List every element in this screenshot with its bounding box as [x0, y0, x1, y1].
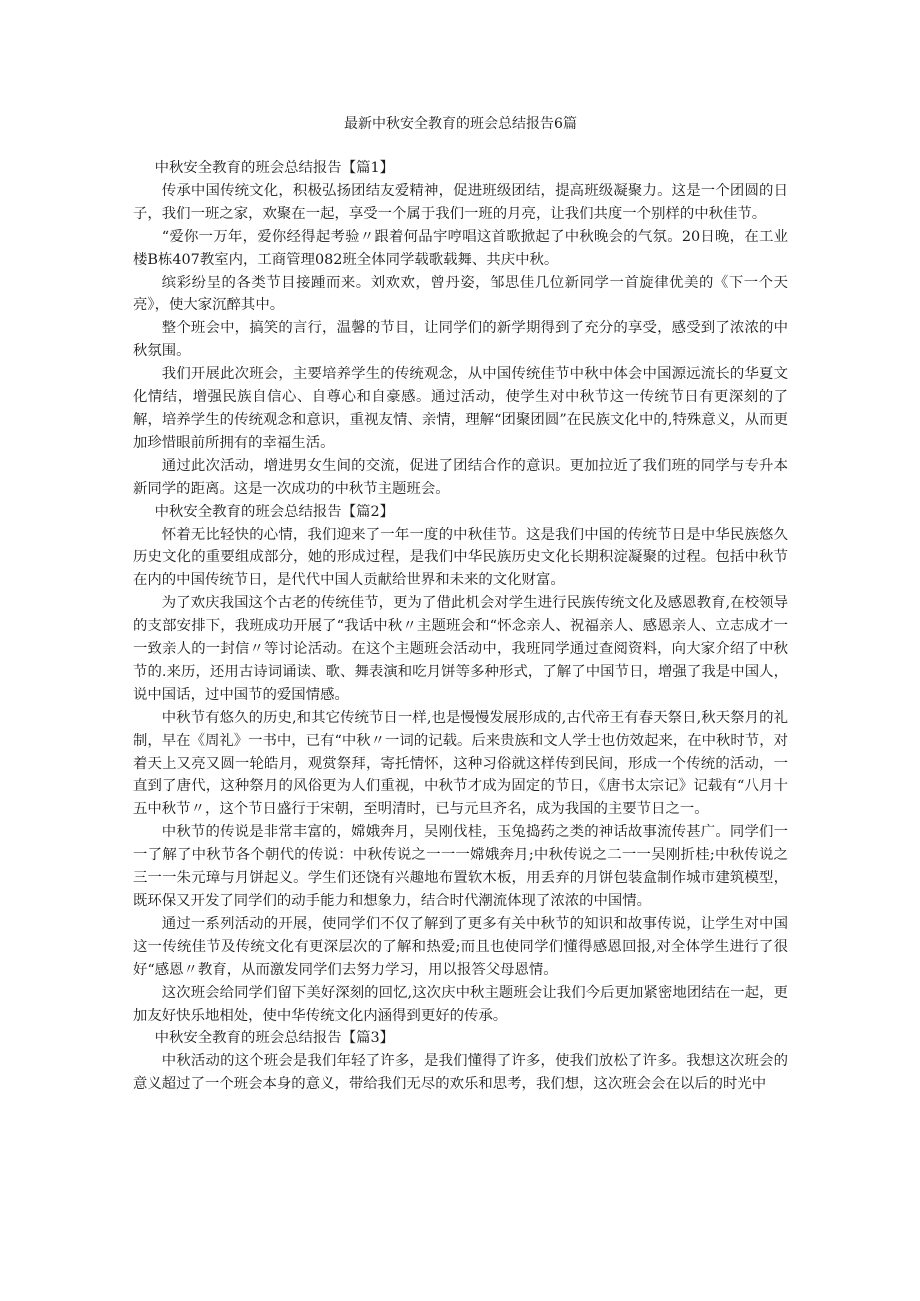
- paragraph: 为了欢庆我国这个古老的传统佳节，更为了借此机会对学生进行民族传统文化及感恩教育,在校领导的支部安排下，我班成功开展了“我话中秋〃主题班会和“怀念亲人、祝福亲人、感恩亲人、立志成才一一致亲人的一封信〃等讨论活动。在这个主题班会活动中，我班同学通过查阅资料，向大家介绍了中秋节的.来历，还用古诗词诵读、歌、舞表演和吃月饼等多种形式，了解了中国节日，增强了我是中国人，说中国话，过中国节的爱国情感。: [133, 595, 788, 703]
- paragraph: “爱你一万年，爱你经得起考验〃跟着何品宇哼唱这首歌掀起了中秋晚会的气氛。20日晚，在工业楼B栋407教室内，工商管理082班全体同学载歌载舞、共庆中秋。: [133, 228, 788, 268]
- paragraph: 整个班会中，搞笑的言行，温馨的节目，让同学们的新学期得到了充分的享受，感受到了浓浓的中秋氛围。: [133, 320, 788, 360]
- section-heading: 中秋安全教育的班会总结报告【篇2】: [154, 503, 395, 520]
- paragraph: 我们开展此次班会，主要培养学生的传统观念，从中国传统佳节中秋中体会中国源远流长的华夏文化情结，增强民族自信心、自尊心和自豪感。通过活动，使学生对中秋节这一传统节日有更深刻的了解，培养学生的传统观念和意识，重视友情、亲情，理解“团聚团圆”在民族文化中的,特殊意义，从而更加珍惜眼前所拥有的幸福生活。: [133, 366, 788, 451]
- paragraph: 中秋节有悠久的历史,和其它传统节日一样,也是慢慢发展形成的,古代帝王有春天祭日,秋天祭月的礼制，早在《周礼》一书中，已有“中秋〃一词的记载。后来贵族和文人学士也仿效起来，在中秋时节，对着天上又亮又圆一轮皓月，观赏祭拜，寄托情怀，这种习俗就这样传到民间，形成一个传统的活动，一直到了唐代，这种祭月的风俗更为人们重视，中秋节才成为固定的节日，《唐书太宗记》记载有“八月十五中秋节〃，这个节日盛行于宋朝，至明清时，已与元旦齐名，成为我国的主要节日之一。: [133, 709, 788, 818]
- document-title: 最新中秋安全教育的班会总结报告6篇: [344, 116, 577, 132]
- paragraph: 这次班会给同学们留下美好深刻的回忆,这次庆中秋主题班会让我们今后更加紧密地团结在一起，更加友好快乐地相处，使中华传统文化内涵得到更好的传承。: [133, 984, 788, 1024]
- document-body: [133, 157, 788, 1096]
- paragraph: 传承中国传统文化，积极弘扬团结友爱精神，促进班级团结，提高班级凝聚力。这是一个团圆的日子，我们一班之家，欢聚在一起，享受一个属于我们一班的月亮，让我们共度一个别样的中秋佳节。: [133, 182, 788, 222]
- paragraph: 通过此次活动，增进男女生间的交流，促进了团结合作的意识。更加拉近了我们班的同学与专升本新同学的距离。这是一次成功的中秋节主题班会。: [133, 457, 788, 497]
- section-heading: 中秋安全教育的班会总结报告【篇3】: [154, 1030, 395, 1047]
- paragraph: 通过一系列活动的开展，使同学们不仅了解到了更多有关中秋节的知识和故事传说，让学生对中国这一传统佳节及传统文化有更深层次的了解和热爱;而且也使同学们懂得感恩回报,对全体学生进行了很好“感恩〃教育，从而激发同学们去努力学习，用以报答父母恩情。: [133, 915, 788, 978]
- paragraph: 中秋节的传说是非常丰富的，嫦娥奔月，吴刚伐桂，玉兔捣药之类的神话故事流传甚广。同学们一一了解了中秋节各个朝代的传说：中秋传说之一一一嫦娥奔月;中秋传说之二一一吴刚折桂;中秋传说之三一一朱元璋与月饼起义。学生们还饶有兴趣地布置软木板，用丢弃的月饼包装盒制作城市建筑模型，既环保又开发了同学们的动手能力和想象力，结合时代潮流体现了浓浓的中国情。: [133, 824, 788, 909]
- paragraph: 中秋活动的这个班会是我们年轻了许多，是我们懂得了许多，使我们放松了许多。我想这次班会的意义超过了一个班会本身的意义，带给我们无尽的欢乐和思考，我们想，这次班会会在以后的时光中: [133, 1053, 788, 1093]
- paragraph: 缤彩纷呈的各类节目接踵而来。刘欢欢，曾丹姿，邹思佳几位新同学一首旋律优美的《下一个天亮》，使大家沉醉其中。: [133, 274, 788, 314]
- section-heading: 中秋安全教育的班会总结报告【篇1】: [154, 160, 395, 176]
- paragraph: 怀着无比轻快的心情，我们迎来了一年一度的中秋佳节。这是我们中国的传统节日是中华民族悠久历史文化的重要组成部分，她的形成过程，是我们中华民族历史文化长期积淀凝聚的过程。包括中秋节在内的中国传统节日，是代代中国人贡献给世界和未来的文化财富。: [133, 526, 788, 589]
